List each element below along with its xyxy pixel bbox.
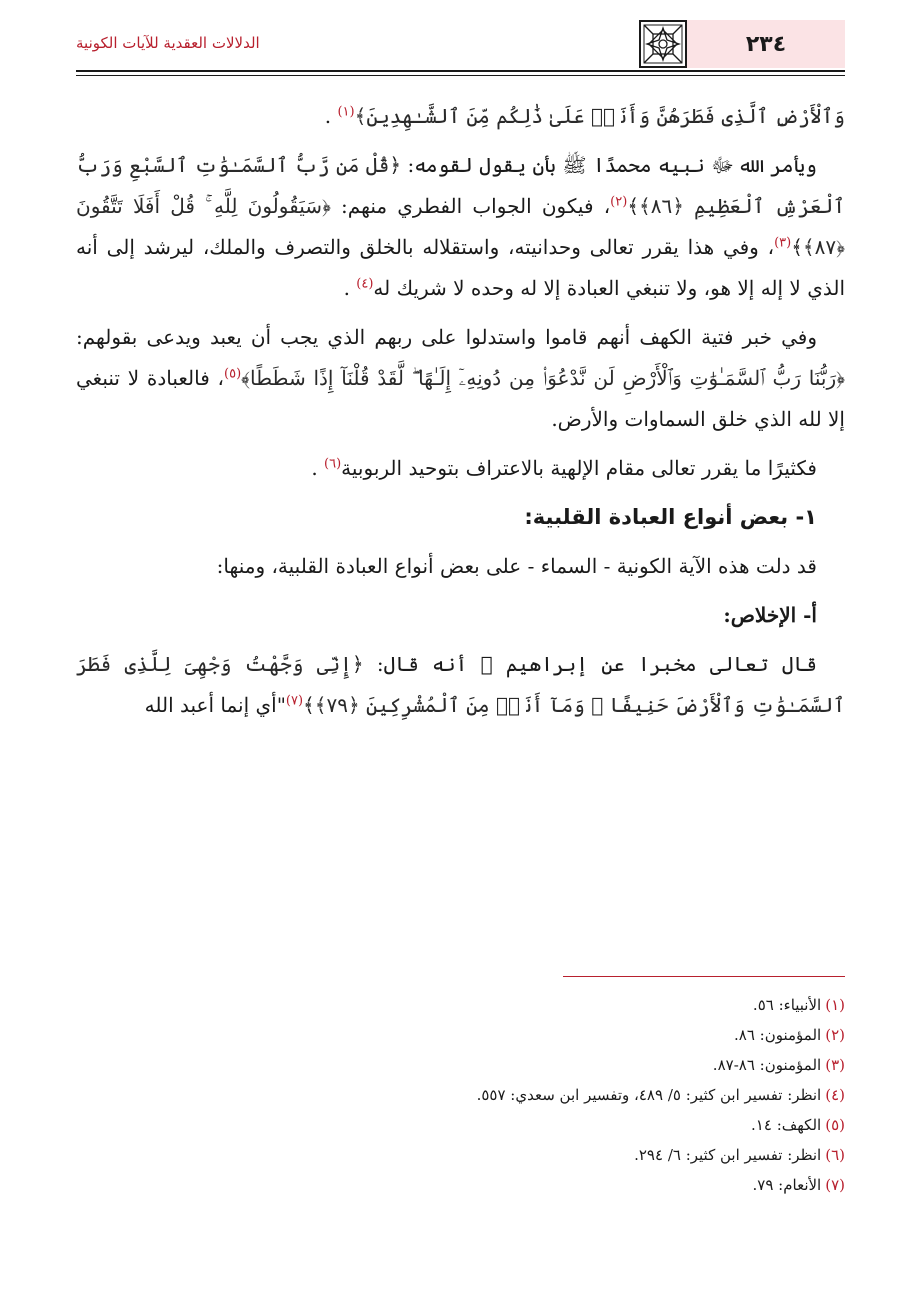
footnote-text: الكهف: ١٤. <box>751 1116 822 1134</box>
footnote-text: انظر: تفسير ابن كثير: ٥/ ٤٨٩، وتفسير ابن سعدي: ٥٥٧. <box>476 1086 822 1104</box>
paragraph-text: ويأمر الله ﷻ نبيه محمدًا ﷺ بأن يقول لقومه: ﴿ <box>389 153 817 177</box>
footnote-ref[interactable]: (١) <box>337 104 355 120</box>
paragraph-2 <box>76 145 845 309</box>
quran-bracket: ﴾ <box>303 693 315 717</box>
paragraph-text: ، فيكون الجواب الفطري منهم: ﴿ <box>321 194 611 218</box>
footnote-item <box>245 1080 845 1110</box>
footnote-number[interactable]: (٢) <box>825 1026 845 1044</box>
footnote-text: الأنبياء: ٥٦. <box>752 996 822 1014</box>
quran-verse: إِنِّى وَجَّهْتُ وَجْهِىَ لِلَّذِى فَطَرَ ٱلسَّمَـٰوَٰتِ وَٱلْأَرْضَ حَنِيفًا ۖ وَمَآ أَنَا۠ مِنَ ٱلْمُشْرِكِينَ ﴿٧٩﴾ <box>76 652 845 717</box>
paragraph-text: قال تعالى مخبرا عن إبراهيم ﵇ أنه قال: ﴿ <box>351 652 817 676</box>
header-rule-thin <box>76 75 845 76</box>
page-header <box>76 20 845 72</box>
footnote-ref[interactable]: (٤) <box>356 276 374 292</box>
subsection-heading: أ- الإخلاص: <box>723 603 817 627</box>
footnote-number[interactable]: (٤) <box>825 1086 845 1104</box>
paragraph-text: "أي إنما أعبد الله <box>144 693 286 717</box>
footnote-item <box>245 1170 845 1200</box>
paragraph-text: وفي خبر فتية الكهف أنهم قاموا واستدلوا على ربهم الذي يجب أن يعبد ويدعى بقولهم: ﴿ <box>76 325 845 390</box>
quran-verse: رَبُّنَا رَبُّ ٱلسَّمَـٰوَٰتِ وَٱلْأَرْضِ لَن نَّدْعُوَا۟ مِن دُونِهِۦٓ إِلَـٰهًا ۖ لَّقَدْ قُلْنَآ إِذًا شَطَطًا <box>250 366 837 390</box>
footnote-text: انظر: تفسير ابن كثير: ٦/ ٢٩٤. <box>634 1146 822 1164</box>
header-rule <box>76 70 845 72</box>
footnote-item <box>245 1050 845 1080</box>
paragraph-text: . <box>311 456 325 480</box>
paragraph-text: . <box>343 276 357 300</box>
footnotes-list <box>245 990 845 1200</box>
footnote-ref[interactable]: (٣) <box>774 235 792 251</box>
footnote-separator <box>563 976 845 977</box>
running-title: الدلالات العقدية للآيات الكونية <box>76 34 260 52</box>
paragraph-text: ، وفي هذا يقرر تعالى وحدانيته، واستقلاله بالخلق والتصرف والملك، ليرشد إلى أنه الذي لا إله إلا هو، ولا تنبغي العبادة إلا له وحده لا شريك له <box>76 235 845 300</box>
quran-verse: سَيَقُولُونَ لِلَّهِ ۚ قُلْ أَفَلَا تَتَّقُونَ ﴿٨٧﴾ <box>76 194 845 259</box>
footnote-number[interactable]: (٦) <box>825 1146 845 1164</box>
footnote-number[interactable]: (٧) <box>825 1176 845 1194</box>
footnote-number[interactable]: (٣) <box>825 1056 845 1074</box>
paragraph-3 <box>76 317 845 440</box>
footnote-ref[interactable]: (٢) <box>610 194 628 210</box>
footnote-number[interactable]: (١) <box>825 996 845 1014</box>
footnote-text: المؤمنون: ٨٦-٨٧. <box>712 1056 822 1074</box>
page-number: ٢٣٤ <box>687 20 845 68</box>
paragraph-4 <box>76 448 845 489</box>
quran-bracket: ﴾ <box>791 235 803 259</box>
quran-verse: قُلْ مَن رَّبُّ ٱلسَّمَـٰوَٰتِ ٱلسَّبْعِ وَرَبُّ ٱلْعَرْشِ ٱلْعَظِيمِ ﴿٨٦﴾ <box>76 153 845 218</box>
footnote-item <box>245 1110 845 1140</box>
footnote-item <box>245 990 845 1020</box>
paragraph-5: قد دلت هذه الآية الكونية - السماء - على بعض أنواع العبادة القلبية، ومنها: <box>216 554 817 578</box>
section-heading: ١- بعض أنواع العبادة القلبية: <box>524 505 817 529</box>
quran-bracket: ﴾ <box>627 194 640 218</box>
paragraph-6 <box>76 644 845 726</box>
main-text <box>76 96 845 734</box>
footnote-ref[interactable]: (٦) <box>324 456 342 472</box>
footnote-ref[interactable]: (٧) <box>285 693 304 709</box>
footnote-item <box>245 1140 845 1170</box>
footnote-text: الأنعام: ٧٩. <box>752 1176 822 1194</box>
paragraph-1 <box>76 96 845 137</box>
footnote-ref[interactable]: (٥) <box>224 366 242 382</box>
paragraph-text: . <box>324 104 338 128</box>
footnote-number[interactable]: (٥) <box>825 1116 845 1134</box>
quran-bracket: ﴾ <box>241 366 251 390</box>
geometric-star-ornament-icon <box>639 20 687 68</box>
footnote-item <box>245 1020 845 1050</box>
quran-verse: وَٱلْأَرْضِ ٱلَّذِى فَطَرَهُنَّ وَأَنَا۠ عَلَىٰ ذَٰلِكُم مِّنَ ٱلشَّـٰهِدِينَ﴾ <box>354 104 845 128</box>
paragraph-text: ، فالعبادة لا تنبغي إلا لله الذي خلق السماوات والأرض. <box>76 366 845 431</box>
footnote-text: المؤمنون: ٨٦. <box>734 1026 822 1044</box>
paragraph-text: فكثيرًا ما يقرر تعالى مقام الإلهية بالاعتراف بتوحيد الربوبية <box>341 456 817 480</box>
